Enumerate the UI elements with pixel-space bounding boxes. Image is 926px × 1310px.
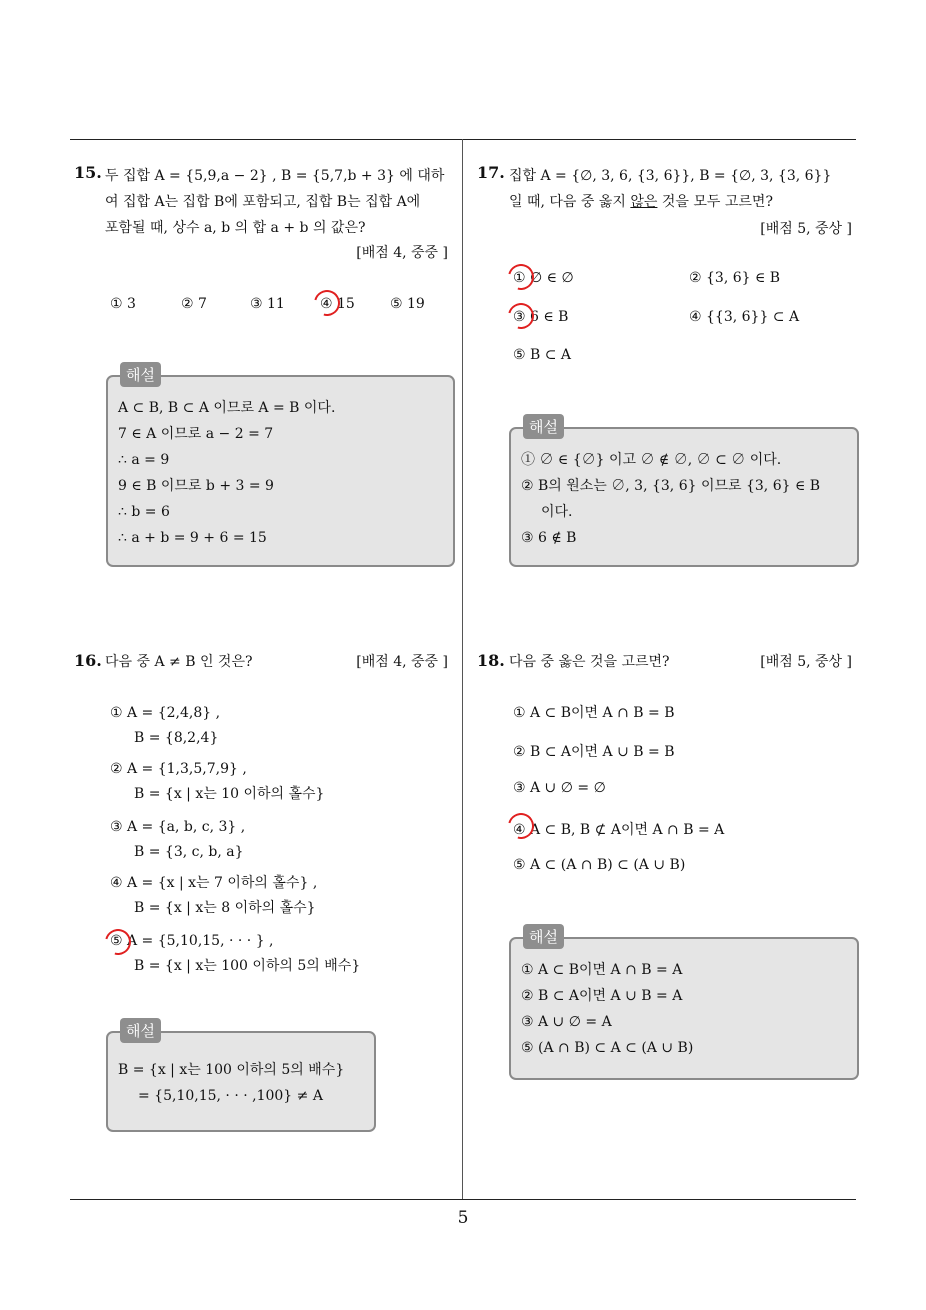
answer-mark-icon: [503, 259, 539, 295]
bottom-rule: [70, 1199, 856, 1200]
choice-3: ③ A = {a, b, c, 3} , B = {3, c, b, a}: [110, 819, 246, 860]
choice-5: ⑤ A ⊂ (A ∩ B) ⊂ (A ∪ B): [513, 857, 686, 873]
points-label: [배점 5, 중상 ]: [760, 654, 852, 670]
points-label: [배점 4, 중중 ]: [356, 245, 448, 261]
solution-tag: 해설: [523, 414, 564, 439]
points-label: [배점 4, 중중 ]: [356, 654, 448, 670]
choice-2: ② 7: [181, 296, 207, 312]
choice-1: ① ∅ ∈ ∅: [513, 270, 574, 286]
choice-4: ④ 15: [320, 296, 355, 312]
question-number: 15.: [74, 163, 102, 182]
choice-4: ④ {{3, 6}} ⊂ A: [689, 309, 800, 325]
choice-5: ⑤ 19: [390, 296, 425, 312]
solution-tag: 해설: [120, 1018, 161, 1043]
points-label: [배점 5, 중상 ]: [760, 221, 852, 237]
top-rule: [70, 139, 856, 140]
solution-tag: 해설: [120, 362, 161, 387]
solution-box: 해설 B = {x | x는 100 이하의 5의 배수} = {5,10,15, · · · ,100} ≠ A: [106, 1031, 376, 1132]
choice-1: ① 3: [110, 296, 136, 312]
choice-5: ⑤ B ⊂ A: [513, 347, 572, 363]
answer-mark-icon: [309, 285, 345, 321]
choice-3: ③ 6 ∈ B: [513, 309, 569, 325]
choice-1: ① A = {2,4,8} , B = {8,2,4}: [110, 705, 221, 746]
column-divider: [462, 139, 463, 1200]
choice-3: ③ A ∪ ∅ = ∅: [513, 780, 606, 796]
solution-box: 해설 A ⊂ B, B ⊂ A 이므로 A = B 이다. 7 ∈ A 이므로 a − 2 = 7 ∴ a = 9 9 ∈ B 이므로 b + 3 = 9 ∴ b = 6 ∴ a + b = 9 + 6 = 15: [106, 375, 455, 567]
solution-box: 해설 ① ∅ ∈ {∅} 이고 ∅ ∉ ∅, ∅ ⊂ ∅ 이다. ② B의 원소는 ∅, 3, {3, 6} 이므로 {3, 6} ∈ B 이다. ③ 6 ∉ B: [509, 427, 859, 567]
question-number: 17.: [477, 163, 505, 182]
choice-4: ④ A ⊂ B, B ⊄ A이면 A ∩ B = A: [513, 822, 725, 838]
question-text: 두 집합 A = {5,9,a − 2} , B = {5,7,b + 3} 에 대하 여 집합 A는 집합 B에 포함되고, 집합 B는 집합 A에 포함될 때, 상수 a, b 의 합 a + b 의 값은?: [105, 168, 445, 236]
choice-2: ② {3, 6} ∈ B: [689, 270, 781, 286]
question-text: 다음 중 옳은 것을 고르면?: [509, 654, 670, 670]
choice-2: ② A = {1,3,5,7,9} , B = {x | x는 10 이하의 홀수}: [110, 761, 325, 802]
question-number: 16.: [74, 651, 102, 670]
question-text: 집합 A = {∅, 3, 6, {3, 6}}, B = {∅, 3, {3, 6}} 일 때, 다음 중 옳지 않은 것을 모두 고르면?: [509, 168, 832, 210]
choice-4: ④ A = {x | x는 7 이하의 홀수} , B = {x | x는 8 이하의 홀수}: [110, 875, 318, 916]
solution-tag: 해설: [523, 924, 564, 949]
solution-box: 해설 ① A ⊂ B이면 A ∩ B = A ② B ⊂ A이면 A ∪ B = A ③ A ∪ ∅ = A ⑤ (A ∩ B) ⊂ A ⊂ (A ∪ B): [509, 937, 859, 1080]
question-text: 다음 중 A ≠ B 인 것은?: [105, 654, 253, 670]
choice-1: ① A ⊂ B이면 A ∩ B = B: [513, 705, 675, 721]
choice-2: ② B ⊂ A이면 A ∪ B = B: [513, 744, 675, 760]
choice-5: ⑤ A = {5,10,15, · · · } , B = {x | x는 100 이하의 5의 배수}: [110, 933, 361, 974]
page-number: 5: [457, 1208, 469, 1228]
question-number: 18.: [477, 651, 505, 670]
answer-mark-icon: [503, 298, 539, 334]
choice-3: ③ 11: [250, 296, 285, 312]
